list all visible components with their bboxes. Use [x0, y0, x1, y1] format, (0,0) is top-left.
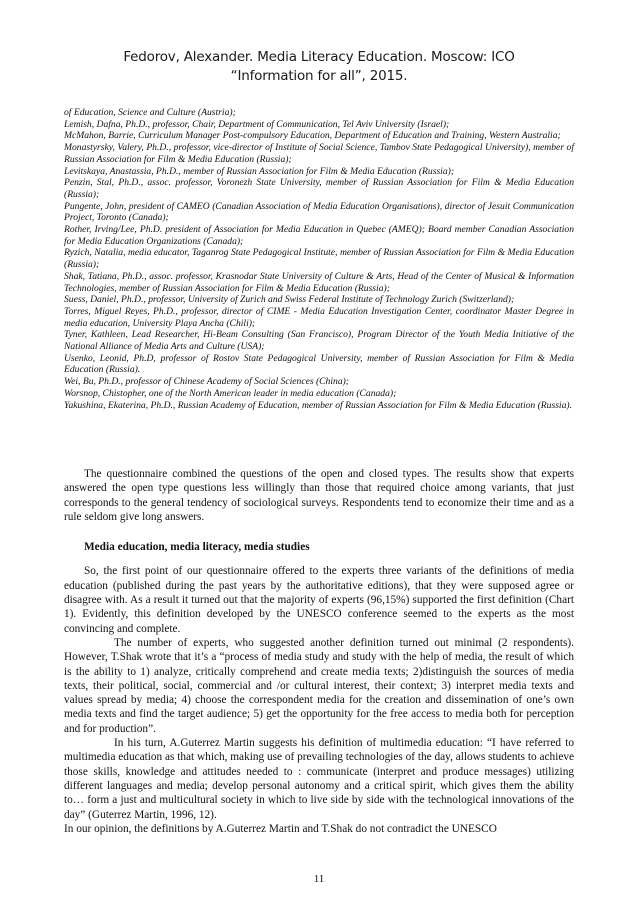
- expert-entry: Monastyrsky, Valery, Ph.D., professor, vice-director of Institute of Social Science, Tambov State Pedagogical University), member of Russian Association for Film & Media Education (Russia);: [64, 142, 574, 165]
- body-text: [64, 467, 574, 836]
- expert-entry: Tyner, Kathleen, Lead Researcher, Hi-Beam Consulting (San Francisco), Program Director of the Youth Media Initiative of the National Alliance of Media Arts and Culture (USA);: [64, 329, 574, 353]
- expert-entry: Ryzich, Natalia, media educator, Taganrog State Pedagogical Institute, member of Russian Association for Film & Media Education (Russia);: [64, 247, 574, 271]
- expert-entry: Worsnop, Chistopher, one of the North American leader in media education (Canada);: [64, 387, 397, 399]
- expert-entry: Suess, Daniel, Ph.D., professor, University of Zurich and Swiss Federal Institute of Technology Zurich (Switzerland);: [64, 294, 515, 306]
- expert-entry: of Education, Science and Culture (Austria);: [64, 107, 236, 118]
- paragraph-guterrez: In his turn, A.Guterrez Martin suggests his definition of multimedia education: “I have referred to multimedia education as that which, making use of prevailing technologies of the day, allows students to achieve those skills, knowledge and attitudes needed to : communicate (interpret and produce messages) utilizing different languages and media; develop personal autonomy and a critical spirit, which gives them the ability to… form a just and multicultural society in which to live side by side with the technological innovations of the day” (Guterrez Martin, 1996, 12).: [64, 737, 575, 821]
- section-heading: Media education, media literacy, media studies: [84, 541, 310, 554]
- paragraph-questionnaire: The questionnaire combined the questions of the open and closed types. The results show that experts answered the open type questions less willingly than those that required choice among variants, that just corresponds to the general tendency of sociological surveys. Respondents tend to economize their time and as a rule seldom give long answers.: [64, 468, 574, 523]
- header-line-1: Fedorov, Alexander. Media Literacy Education. Moscow: ICO: [123, 49, 515, 65]
- expert-entry: Penzin, Stal, Ph.D., assoc. professor, Voronezh State University, member of Russian Association for Film & Media Education (Russia);: [64, 177, 574, 200]
- expert-entry: Torres, Miguel Reyes, Ph.D., professor, director of CIME - Media Education Investigation Center, coordinator Master Degree in media education, University Playa Ancha (Chili);: [64, 305, 574, 329]
- paragraph-shak: The number of experts, who suggested another definition turned out minimal (2 respondents). However, T.Shak wrote that it’s a “process of media study and study with the help of media, the result of which is the ability to 1) analyze, critically comprehend and create media texts; 2)distinguish the sources of media texts, their political, social, commercial and /or cultural interest, their context; 3) interpret media texts and values spread by media; 4) choose the correspondent media for the creation and dissemination of one’s own media texts and find the target audience; 5) get the opportunity for the free access to media both for perception and for production”.: [64, 636, 574, 735]
- expert-list: [64, 107, 574, 411]
- expert-entry: Levitskaya, Anastassia, Ph.D., member of Russian Association for Film & Media Education (Russia);: [64, 165, 455, 177]
- expert-entry: Pungente, John, president of CAMEO (Canadian Association of Media Education Organisations), director of Jesuit Communication Project, Toronto (Canada);: [64, 200, 574, 224]
- expert-entry: Rother, Irving/Lee, Ph.D. president of Association for Media Education in Quebec (AMEQ); Board member Canadian Association for Media Education Organizations (Canada);: [64, 224, 574, 247]
- paragraph-opinion: In our opinion, the definitions by A.Guterrez Martin and T.Shak do not contradict the UNESCO: [64, 822, 497, 835]
- running-header: [60, 48, 578, 86]
- expert-entry: Usenko, Leonid, Ph.D, professor of Rostov State Pedagogical University, member of Russian Association for Film & Media Education (Russia).: [64, 352, 574, 376]
- expert-entry: Wei, Bu, Ph.D., professor of Chinese Academy of Social Sciences (China);: [64, 376, 350, 388]
- expert-entry: Lemish, Dafna, Ph.D., professor, Chair, Department of Communication, Tel Aviv University (Israel);: [64, 118, 450, 130]
- expert-entry: Shak, Tatiana, Ph.D., assoc. professor, Krasnodar State University of Culture & Arts, Head of the Center of Musical & Information Technologies, member of Russian Association for Film & Media Education (Russia);: [64, 270, 574, 294]
- expert-entry: McMahon, Barrie, Curriculum Manager Post-compulsory Education, Department of Education and Training, Western Australia;: [64, 130, 561, 142]
- paragraph-definitions: So, the first point of our questionnaire offered to the experts three variants of the definitions of media education (published during the past years by the authoritative editions), that they were supposed agree or disagree with. As a result it turned out that the majority of experts (96,15%) supported the first definition (Chart 1). Evidently, this definition developed by the UNESCO conference seemed to the experts as the most convincing and complete.: [64, 565, 574, 635]
- header-line-2: “Information for all”, 2015.: [230, 68, 408, 84]
- page-number: 11: [313, 873, 325, 885]
- expert-entry: Yakushina, Ekaterina, Ph.D., Russian Academy of Education, member of Russian Association for Film & Media Education (Russia).: [64, 399, 572, 411]
